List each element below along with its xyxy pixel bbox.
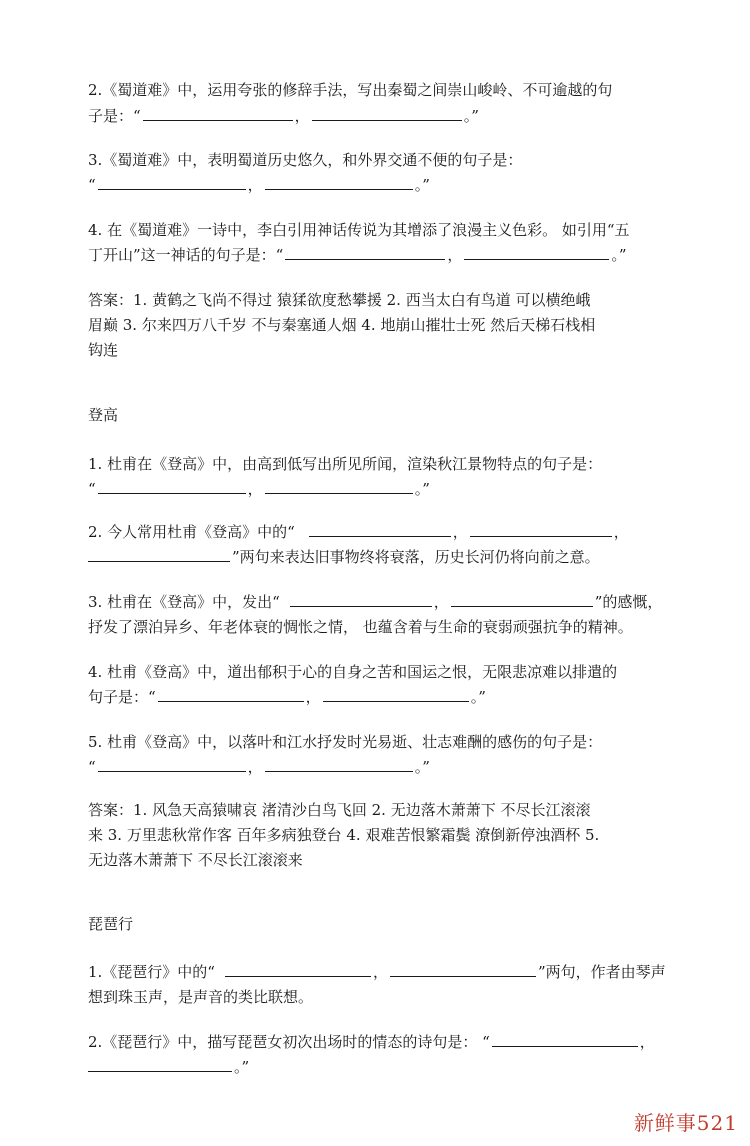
question-line: [88, 477, 430, 501]
question-line: [88, 104, 479, 128]
question-text: 。”: [414, 176, 430, 194]
answer-line: 无边落木萧萧下 不尽长江滚滚来: [88, 851, 303, 869]
question-text: 3. 杜甫在《登高》中，发出“: [88, 593, 280, 611]
answer-line: 眉巅 3. 尔来四万八千岁 不与秦塞通人烟 4. 地崩山摧壮士死 然后天梯石栈相: [88, 316, 596, 334]
question-text: “: [88, 480, 96, 498]
question-text: ”的感慨，: [594, 593, 663, 611]
answer-blank[interactable]: [309, 521, 451, 537]
question-text: 。”: [611, 246, 627, 264]
question-text: 2.《琵琶行》中，描写琵琶女初次出场时的情态的诗句是： “: [88, 1033, 490, 1051]
section-heading: 琵琶行: [88, 915, 134, 933]
answer-blank[interactable]: [323, 686, 469, 702]
question-text: 丁开山”这一神话的句子是：“: [88, 246, 284, 264]
question-line: 想到珠玉声，是声音的类比联想。: [88, 988, 314, 1006]
answer-blank[interactable]: [464, 244, 609, 260]
question-text: ，: [247, 480, 263, 498]
question-text: ，: [452, 523, 468, 541]
question-line: [88, 243, 627, 267]
answer-blank[interactable]: [265, 478, 413, 494]
answer-blank[interactable]: [98, 478, 246, 494]
answer-blank[interactable]: [470, 521, 612, 537]
question-text: ，: [294, 107, 310, 125]
question-text: “: [88, 758, 96, 776]
question-text: ”两句，作者由琴声: [538, 963, 666, 981]
question-text: ，: [372, 963, 388, 981]
question-line: 4. 在《蜀道难》一诗中，李白引用神话传说为其增添了浪漫主义色彩。 如引用“五: [88, 221, 630, 239]
answer-blank[interactable]: [158, 686, 304, 702]
question-text: ，: [305, 688, 321, 706]
answer-blank[interactable]: [492, 1031, 638, 1047]
question-text: ”两句来表达旧事物终将衰落，历史长河仍将向前之意。: [232, 548, 600, 566]
answer-line: 来 3. 万里悲秋常作客 百年多病独登台 4. 艰难苦恨繁霜鬓 潦倒新停浊酒杯 5.: [88, 826, 600, 844]
question-line: [88, 1030, 655, 1054]
question-line: [88, 173, 430, 197]
answer-blank[interactable]: [451, 591, 593, 607]
question-text: ，: [447, 246, 463, 264]
answer-blank[interactable]: [265, 174, 413, 190]
question-line: [88, 755, 430, 779]
question-text: “: [88, 176, 96, 194]
answer-blank[interactable]: [225, 961, 371, 977]
question-text: ，: [247, 176, 263, 194]
question-text: 。”: [234, 1058, 250, 1076]
answer-line: 答案：1. 风急天高猿啸哀 渚清沙白鸟飞回 2. 无边落木萧萧下 不尽长江滚滚: [88, 801, 591, 819]
question-text: 子是：“: [88, 107, 141, 125]
question-text: 。”: [463, 107, 479, 125]
question-line: 1. 杜甫在《登高》中，由高到低写出所见所闻，渲染秋江景物特点的句子是：: [88, 455, 603, 473]
question-line: [88, 685, 486, 709]
question-line: [88, 520, 629, 544]
question-text: ，: [613, 523, 629, 541]
answer-blank[interactable]: [290, 591, 432, 607]
answer-blank[interactable]: [88, 1056, 232, 1072]
question-line: [88, 590, 662, 614]
question-line: 5. 杜甫《登高》中，以落叶和江水抒发时光易逝、壮志难酬的感伤的句子是：: [88, 733, 603, 751]
question-line: 4. 杜甫《登高》中，道出郁积于心的自身之苦和国运之恨，无限悲凉难以排遣的: [88, 663, 618, 681]
answer-blank[interactable]: [390, 961, 536, 977]
answer-blank[interactable]: [285, 244, 445, 260]
answer-blank[interactable]: [98, 756, 246, 772]
question-text: ，: [639, 1033, 655, 1051]
question-line: [88, 960, 666, 984]
watermark: 新鲜事521: [633, 1111, 738, 1135]
question-text: 。”: [470, 688, 486, 706]
answer-line: 答案：1. 黄鹤之飞尚不得过 猿猱欲度愁攀援 2. 西当太白有鸟道 可以横绝峨: [88, 291, 591, 309]
answer-line: 钩连: [88, 341, 119, 359]
answer-blank[interactable]: [312, 105, 462, 121]
section-heading: 登高: [88, 406, 119, 424]
question-text: ，: [247, 758, 263, 776]
answer-blank[interactable]: [143, 105, 293, 121]
question-text: 。”: [414, 480, 430, 498]
question-text: ，: [433, 593, 449, 611]
question-line: [88, 1055, 249, 1079]
question-text: 。”: [414, 758, 430, 776]
answer-blank[interactable]: [88, 546, 230, 562]
question-text: 1.《琵琶行》中的“: [88, 963, 215, 981]
answer-blank[interactable]: [98, 174, 246, 190]
question-line: 2.《蜀道难》中，运用夸张的修辞手法，写出秦蜀之间崇山峻岭、不可逾越的句: [88, 81, 613, 99]
question-line: [88, 545, 600, 569]
question-line: 抒发了漂泊异乡、年老体衰的惆怅之情， 也蕴含着与生命的衰弱顽强抗争的精神。: [88, 618, 633, 636]
question-text: 句子是：“: [88, 688, 156, 706]
answer-blank[interactable]: [265, 756, 413, 772]
question-text: 2. 今人常用杜甫《登高》中的“: [88, 523, 295, 541]
question-line: 3.《蜀道难》中，表明蜀道历史悠久，和外界交通不便的句子是：: [88, 151, 523, 169]
